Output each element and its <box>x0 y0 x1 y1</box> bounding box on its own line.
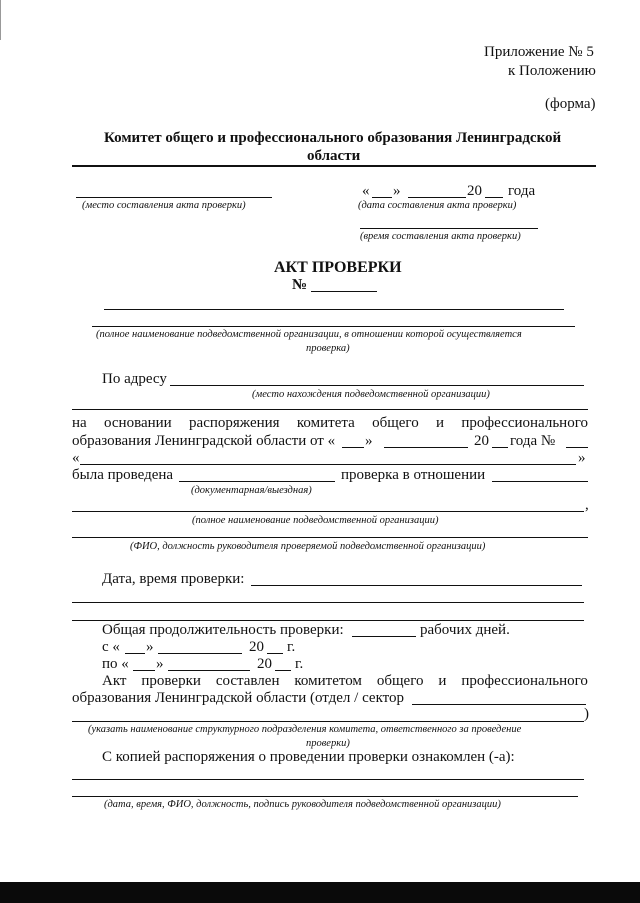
basis-order-name-line <box>80 464 576 465</box>
department-line-2 <box>72 721 584 722</box>
duration-to: по « <box>102 656 129 672</box>
compiled-word: общего <box>376 673 424 689</box>
compiled-word: и <box>438 673 447 689</box>
duration-unit: рабочих дней. <box>420 622 510 638</box>
duration-from: с « <box>102 639 120 655</box>
time-caption: (время составления акта проверки) <box>360 231 521 242</box>
acquainted-caption: (дата, время, ФИО, должность, подпись руководителя подведомственной организации) <box>104 799 501 810</box>
date-day-line <box>372 197 392 198</box>
from-year-suffix: г. <box>287 639 296 655</box>
basis-word: общего <box>372 415 419 431</box>
date-quote-open: « <box>362 183 370 199</box>
org-line-2 <box>92 326 575 327</box>
org-caption-line2: проверка) <box>306 343 350 354</box>
basis-year-line <box>492 447 508 448</box>
address-line <box>170 385 584 386</box>
basis-word: и <box>436 415 445 431</box>
time-line <box>360 228 538 229</box>
act-number-sign: № <box>292 277 308 293</box>
basis-word: на <box>72 415 87 431</box>
department-paren-close: ) <box>584 706 589 722</box>
basis-type-line <box>179 481 335 482</box>
basis-line2-start: образования Ленинградской области от « <box>72 433 336 449</box>
basis-month-line <box>384 447 468 448</box>
form-label: (форма) <box>545 96 596 112</box>
date-month-line <box>408 197 466 198</box>
type-caption: (документарная/выездная) <box>191 485 312 496</box>
department-caption-line1: (указать наименование структурного подразделения комитета, ответственного за проведение <box>88 724 522 735</box>
to-year-line <box>275 670 291 671</box>
department-line-1 <box>412 704 586 705</box>
committee-name-line1: Комитет общего и профессионального образования Ленинградской <box>104 130 562 146</box>
duration-label: Общая продолжительность проверки: <box>102 622 344 638</box>
act-title: АКТ ПРОВЕРКИ <box>274 259 402 276</box>
basis-line3-close: » <box>578 450 586 466</box>
to-day-line <box>133 670 155 671</box>
basis-word: распоряжения <box>189 415 280 431</box>
head-caption: (ФИО, должность руководителя проверяемой подведомственной организации) <box>130 541 486 552</box>
basis-line3-open: « <box>72 450 80 466</box>
from-day-line <box>125 653 145 654</box>
act-number-line <box>311 291 377 292</box>
datetime-line-3 <box>72 620 584 621</box>
address-caption: (место нахождения подведомственной организации) <box>252 389 490 400</box>
address-line-2 <box>72 409 588 410</box>
scan-edge-mark <box>0 0 1 40</box>
head-line <box>72 537 588 538</box>
address-label: По адресу <box>102 371 167 387</box>
scan-edge-bar <box>0 882 640 903</box>
basis-word: профессионального <box>461 415 588 431</box>
basis-quote-close: » <box>365 433 373 449</box>
to-quote-close: » <box>156 656 164 672</box>
org-line-1 <box>104 309 564 310</box>
compiled-line1 <box>102 673 588 690</box>
compiled-word: Акт <box>102 673 127 689</box>
date-quote-close: » <box>393 183 401 199</box>
basis-line1 <box>72 415 588 432</box>
date-year-prefix: 20 <box>467 183 482 199</box>
datetime-line-1 <box>251 585 582 586</box>
basis-order-no: года № <box>510 433 556 449</box>
basis-regarding: проверка в отношении <box>341 467 486 483</box>
to-year-prefix: 20 <box>257 656 272 672</box>
appendix-label: Приложение № 5 <box>484 44 594 60</box>
regulation-label: к Положению <box>508 63 596 79</box>
basis-word: основании <box>104 415 172 431</box>
from-month-line <box>158 653 242 654</box>
department-caption-line2: проверки) <box>306 738 350 749</box>
compiled-word: комитетом <box>294 673 362 689</box>
committee-name-line2: области <box>307 148 361 164</box>
compiled-word: составлен <box>215 673 280 689</box>
compiled-word: проверки <box>141 673 201 689</box>
date-year-line <box>485 197 503 198</box>
date-year-word: года <box>508 183 536 199</box>
acquainted-line-2 <box>72 796 578 797</box>
from-quote-close: » <box>146 639 154 655</box>
place-line <box>76 197 272 198</box>
datetime-label: Дата, время проверки: <box>102 571 245 587</box>
org-fullname-caption: (полное наименование подведомственной организации) <box>192 515 439 526</box>
org-fullname-line <box>72 511 584 512</box>
from-year-prefix: 20 <box>249 639 264 655</box>
acquainted-label: С копией распоряжения о проведении проверки ознакомлен (-а): <box>102 749 515 765</box>
basis-year-prefix: 20 <box>474 433 489 449</box>
acquainted-line-1 <box>72 779 584 780</box>
to-year-suffix: г. <box>295 656 304 672</box>
date-caption: (дата составления акта проверки) <box>358 200 517 211</box>
compiled-word: профессионального <box>461 673 588 689</box>
duration-days-line <box>352 636 416 637</box>
basis-day-line <box>342 447 364 448</box>
basis-conducted: была проведена <box>72 467 174 483</box>
place-caption: (место составления акта проверки) <box>82 200 246 211</box>
basis-regarding-line <box>492 481 588 482</box>
basis-order-line <box>566 447 588 448</box>
compiled-line2: образования Ленинградской области (отдел / сектор <box>72 690 405 706</box>
to-month-line <box>168 670 250 671</box>
datetime-line-2 <box>72 602 584 603</box>
basis-word: комитета <box>296 415 355 431</box>
committee-underline <box>72 165 596 167</box>
org-fullname-comma: , <box>585 497 589 513</box>
org-caption-line1: (полное наименование подведомственной организации, в отношении которой осуществляется <box>96 329 522 340</box>
from-year-line <box>267 653 283 654</box>
